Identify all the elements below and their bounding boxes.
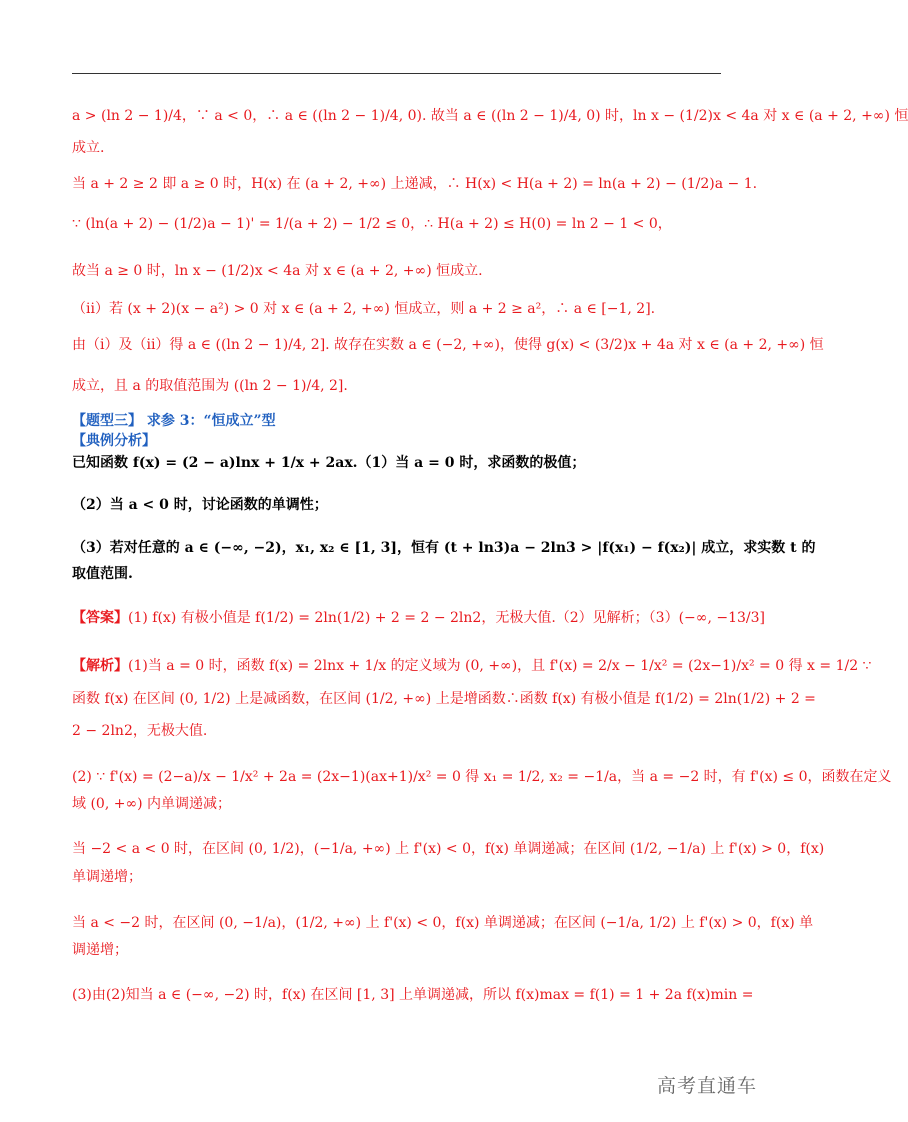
answer-line xyxy=(72,609,765,627)
analysis-line: 单调递增； xyxy=(72,869,142,885)
analysis-line: 当 −2 < a < 0 时，在区间 (0, 1/2)，(−1/a, +∞) 上 f'(x) < 0，f(x) 单调递减；在区间 (1/2, −1/a) 上 f'(x) > 0，f(x) xyxy=(72,841,825,857)
analysis-line: (3)由(2)知当 a ∈ (−∞, −2) 时，f(x) 在区间 [1, 3] 上单调递减，所以 f(x)max = f(1) = 1 + 2a f(x)min = xyxy=(72,987,754,1003)
answer-label: 【答案】 xyxy=(72,610,128,626)
analysis-line: 域 (0, +∞) 内单调递减； xyxy=(72,796,232,812)
header-rule xyxy=(72,73,721,74)
text-line: （ii）若 (x + 2)(x − a²) > 0 对 x ∈ (a + 2, +∞) 恒成立，则 a + 2 ≥ a²，∴ a ∈ [−1, 2]. xyxy=(72,301,656,317)
text-line: 成立. xyxy=(72,140,105,156)
section-subheading: 【典例分析】 xyxy=(72,433,156,449)
text-line: ∵ (ln(a + 2) − (1/2)a − 1)' = 1/(a + 2) − 1/2 ≤ 0，∴ H(a + 2) ≤ H(0) = ln 2 − 1 < 0， xyxy=(72,216,672,232)
watermark: 高考直通车 xyxy=(657,1075,758,1097)
analysis-line: 函数 f(x) 在区间 (0, 1/2) 上是减函数，在区间 (1/2, +∞) 上是增函数∴函数 f(x) 有极小值是 f(1/2) = 2ln(1/2) + 2 = xyxy=(72,691,816,707)
section-heading: 【题型三】 求参 3：“恒成立”型 xyxy=(72,413,276,429)
analysis-line: (2) ∵ f'(x) = (2−a)/x − 1/x² + 2a = (2x−1)(ax+1)/x² = 0 得 x₁ = 1/2, x₂ = −1/a，当 a = −2 时，有 f'(x) ≤ 0，函数在定义 xyxy=(72,769,892,785)
answer-text: (1) f(x) 有极小值是 f(1/2) = 2ln(1/2) + 2 = 2 − 2ln2，无极大值.（2）见解析；（3）(−∞, −13/3] xyxy=(128,610,765,626)
problem-line: （2）当 a < 0 时，讨论函数的单调性； xyxy=(72,497,328,513)
analysis-line xyxy=(72,657,872,675)
problem-line: 已知函数 f(x) = (2 − a)lnx + 1/x + 2ax.（1）当 a = 0 时，求函数的极值； xyxy=(72,455,586,471)
text-line: 故当 a ≥ 0 时，ln x − (1/2)x < 4a 对 x ∈ (a + 2, +∞) 恒成立. xyxy=(72,263,483,279)
analysis-text: (1)当 a = 0 时，函数 f(x) = 2lnx + 1/x 的定义域为 (0, +∞)，且 f'(x) = 2/x − 1/x² = (2x−1)/x² = 0 得 x = 1/2 ∵ xyxy=(128,658,872,674)
text-line: a > (ln 2 − 1)/4，∵ a < 0，∴ a ∈ ((ln 2 − 1)/4, 0). 故当 a ∈ ((ln 2 − 1)/4, 0) 时，ln x − (1/2)x < 4a 对 x ∈ (a + 2, +∞) 恒 xyxy=(72,108,908,124)
problem-line: （3）若对任意的 a ∈ (−∞, −2)，x₁, x₂ ∈ [1, 3]，恒有 (t + ln3)a − 2ln3 > |f(x₁) − f(x₂)| 成立，求实数 t 的 xyxy=(72,540,816,556)
text-line: 由（i）及（ii）得 a ∈ ((ln 2 − 1)/4, 2]. 故存在实数 a ∈ (−2, +∞)，使得 g(x) < (3/2)x + 4a 对 x ∈ (a + 2, +∞) 恒 xyxy=(72,337,824,353)
text-line: 当 a + 2 ≥ 2 即 a ≥ 0 时，H(x) 在 (a + 2, +∞) 上递减，∴ H(x) < H(a + 2) = ln(a + 2) − (1/2)a − 1. xyxy=(72,176,758,192)
analysis-line: 当 a < −2 时，在区间 (0, −1/a)，(1/2, +∞) 上 f'(x) < 0，f(x) 单调递减；在区间 (−1/a, 1/2) 上 f'(x) > 0，f(x) 单 xyxy=(72,915,814,931)
analysis-line: 调递增； xyxy=(72,942,128,958)
analysis-line: 2 − 2ln2，无极大值. xyxy=(72,723,208,739)
problem-line: 取值范围. xyxy=(72,566,133,582)
text-line: 成立，且 a 的取值范围为 ((ln 2 − 1)/4, 2]. xyxy=(72,378,348,394)
analysis-label: 【解析】 xyxy=(72,658,128,674)
